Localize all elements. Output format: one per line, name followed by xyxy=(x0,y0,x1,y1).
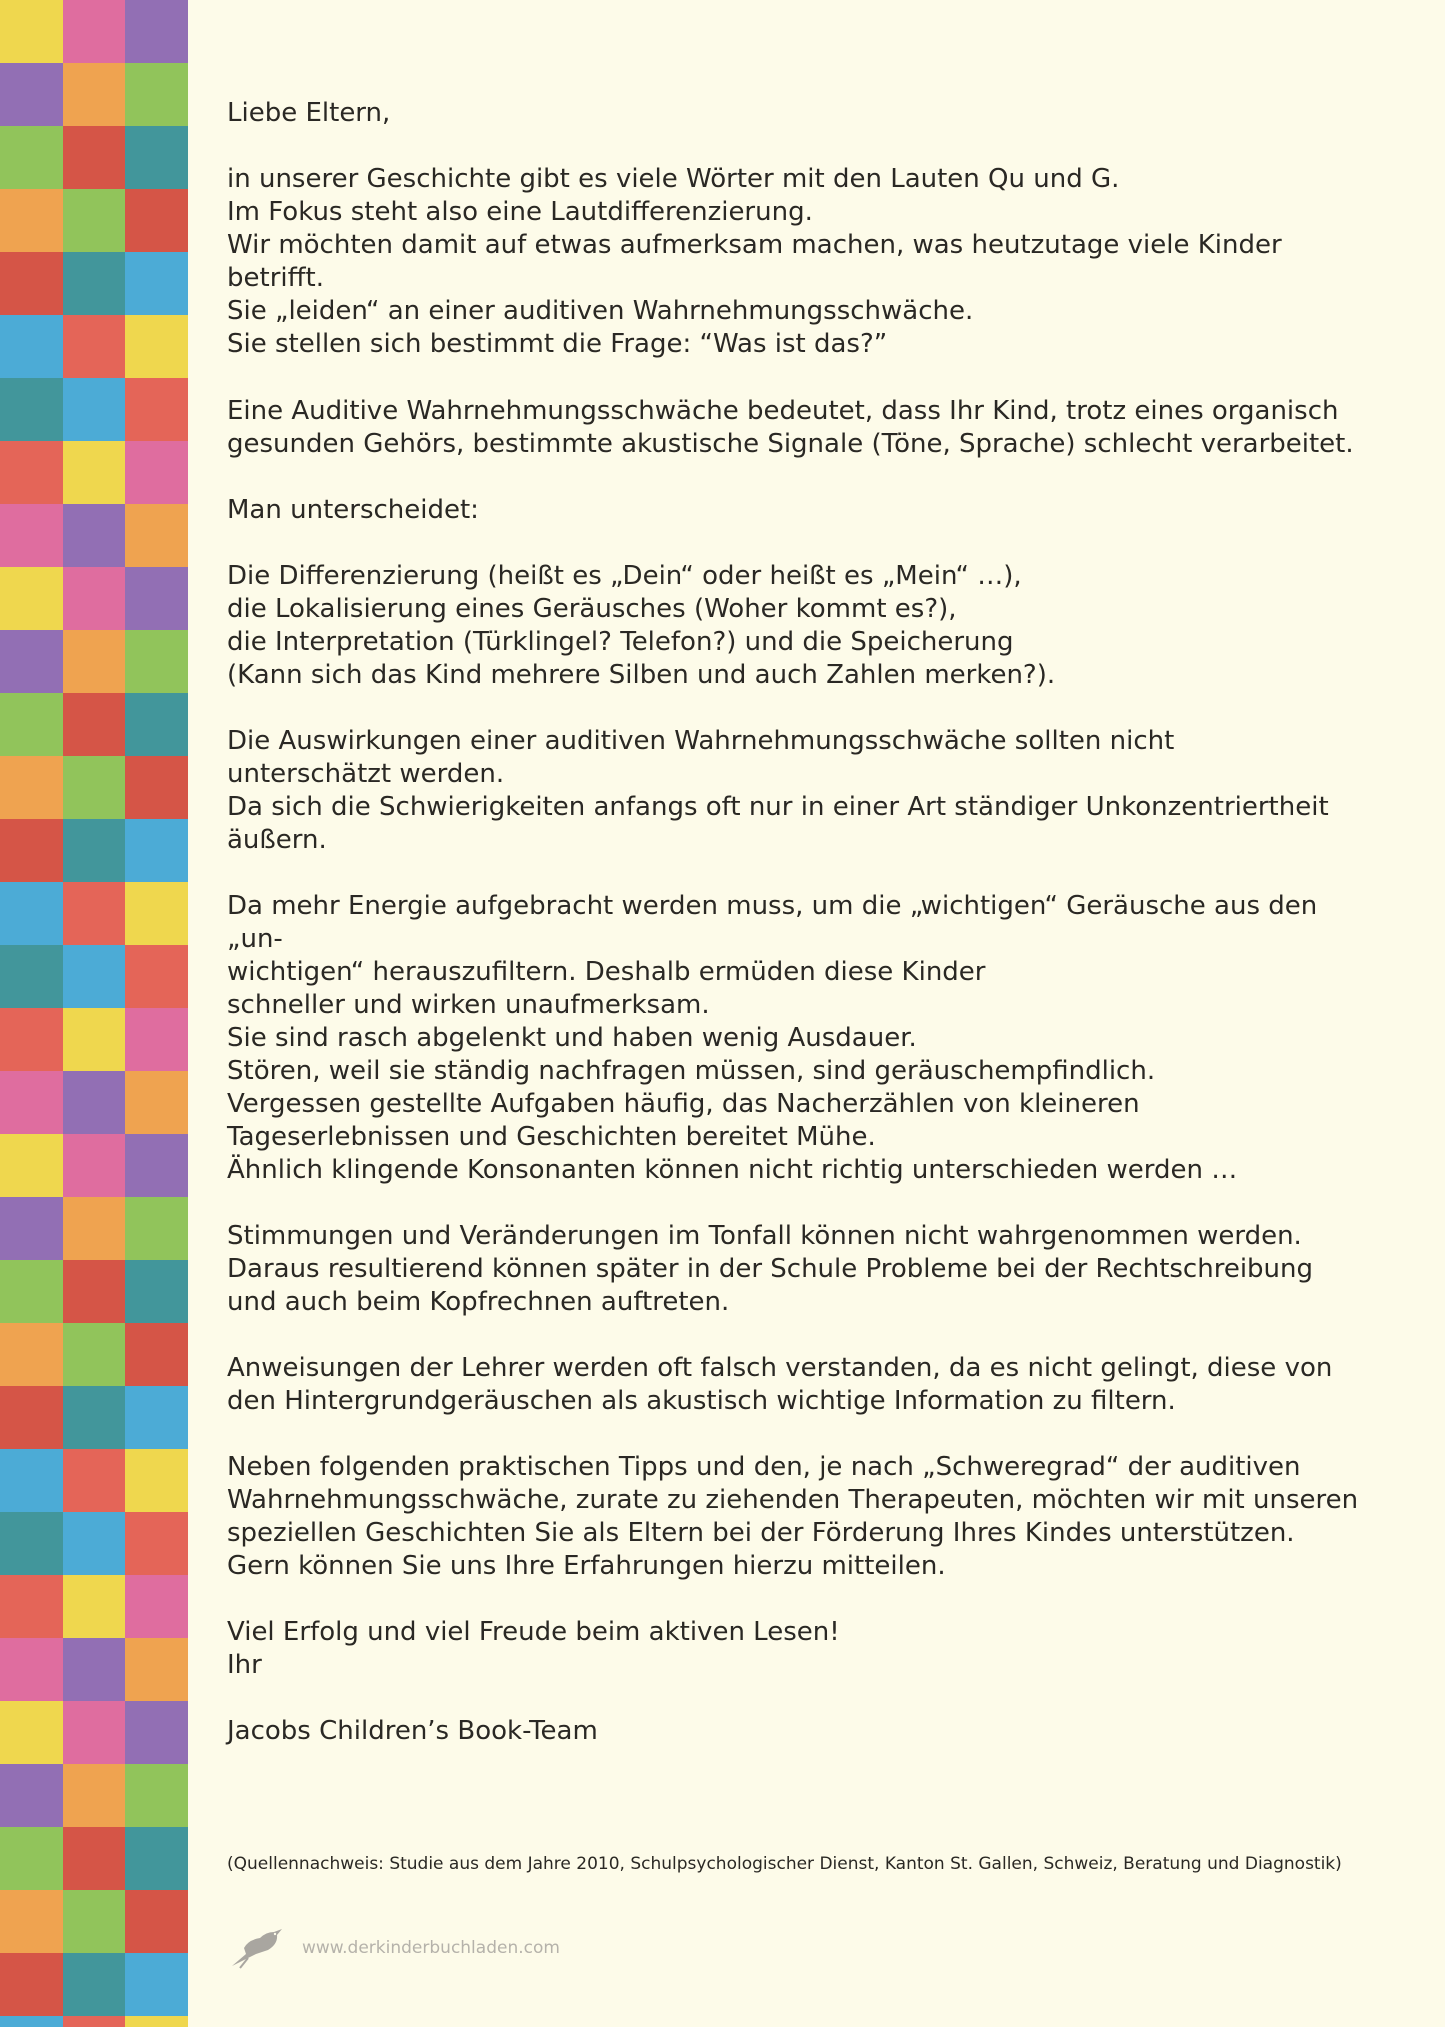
color-tile xyxy=(0,1008,63,1071)
color-tile xyxy=(63,1764,126,1827)
color-tile xyxy=(0,2016,63,2027)
color-tile xyxy=(63,378,126,441)
color-tile xyxy=(0,504,63,567)
color-tile xyxy=(63,1134,126,1197)
color-tile xyxy=(63,945,126,1008)
color-tile xyxy=(63,504,126,567)
color-tile xyxy=(63,1953,126,2016)
color-tile xyxy=(0,882,63,945)
color-tile xyxy=(63,252,126,315)
color-tile xyxy=(0,945,63,1008)
paragraph-distinction-heading: Man unterscheidet: xyxy=(227,495,479,525)
color-tile xyxy=(63,441,126,504)
color-tile xyxy=(0,1134,63,1197)
paragraph-suffering: Sie „leiden“ an einer auditiven Wahrnehmungsschwäche. Sie stellen sich bestimmt die Frage: “Was ist das?” xyxy=(227,296,974,359)
raven-icon xyxy=(226,1920,290,1976)
color-tile xyxy=(0,63,63,126)
salutation: Liebe Eltern, xyxy=(227,98,391,128)
color-tile xyxy=(0,756,63,819)
color-tile xyxy=(0,1512,63,1575)
color-tile xyxy=(0,1953,63,2016)
color-tile xyxy=(63,1323,126,1386)
color-tile xyxy=(0,441,63,504)
paragraph-instructions: Anweisungen der Lehrer werden oft falsch verstanden, da es nicht gelingt, diese von den Hintergrundgeräuschen als akustisch wichtige Information zu filtern. xyxy=(227,1353,1333,1416)
color-tile xyxy=(0,1764,63,1827)
color-tile xyxy=(125,1008,188,1071)
color-tile xyxy=(125,1134,188,1197)
paragraph-moods: Stimmungen und Veränderungen im Tonfall können nicht wahrgenommen werden. Daraus resultierend können später in der Schule Probleme bei der Rechtschreibung und auch beim Kopfrechnen auftreten. xyxy=(227,1221,1314,1317)
color-tile xyxy=(0,126,63,189)
color-tile xyxy=(125,126,188,189)
paragraph-intro: in unserer Geschichte gibt es viele Wörter mit den Lauten Qu und G. Im Fokus steht also eine Lautdifferenzierung. Wir möchten damit auf etwas aufmerksam machen, was heutzutage viele Kinder betrifft. xyxy=(227,164,1282,293)
color-tile xyxy=(125,1638,188,1701)
color-tile xyxy=(63,756,126,819)
paragraph-energy: Da mehr Energie aufgebracht werden muss, um die „wichtigen“ Geräusche aus den „un- wichtigen“ herauszufiltern. Deshalb ermüden diese Kinder schneller und wirken unaufmerksam. xyxy=(227,891,1318,1020)
color-tile xyxy=(125,756,188,819)
signature: Jacobs Children’s Book-Team xyxy=(227,1716,598,1746)
color-tile xyxy=(125,1071,188,1134)
color-tile xyxy=(125,945,188,1008)
color-tile xyxy=(125,1701,188,1764)
color-tile xyxy=(125,0,188,63)
color-tile xyxy=(0,1638,63,1701)
color-tile xyxy=(125,1575,188,1638)
color-tile xyxy=(63,693,126,756)
color-tile xyxy=(63,819,126,882)
paragraph-tips: Neben folgenden praktischen Tipps und den, je nach „Schweregrad“ der auditiven Wahrnehmungsschwäche, zurate zu ziehenden Therapeuten, möchten wir mit unseren speziellen Geschichten Sie als Eltern bei der Förderung Ihres Kindes unterstützen. Gern können Sie uns Ihre Erfahrungen hierzu mitteilen. xyxy=(227,1452,1359,1581)
color-tile xyxy=(125,693,188,756)
color-tile xyxy=(125,441,188,504)
website-url: www.derkinderbuchladen.com xyxy=(302,1938,560,1958)
color-tile xyxy=(125,1827,188,1890)
color-tile xyxy=(125,1260,188,1323)
color-tile xyxy=(0,1449,63,1512)
color-tile xyxy=(125,252,188,315)
color-tile xyxy=(63,1701,126,1764)
color-tile xyxy=(0,315,63,378)
paragraph-symptoms: Sie sind rasch abgelenkt und haben wenig Ausdauer. Stören, weil sie ständig nachfragen müssen, sind geräuschempfindlich. Vergessen gestellte Aufgaben häufig, das Nacherzählen von kleineren Tageserlebnissen und Geschichten bereitet Mühe. Ähnlich klingende Konsonanten können nicht richtig unterschieden werden … xyxy=(227,1023,1238,1185)
color-tile xyxy=(63,126,126,189)
color-tile xyxy=(0,1827,63,1890)
color-tile xyxy=(63,189,126,252)
paragraph-distinction-list: Die Differenzierung (heißt es „Dein“ oder heißt es „Mein“ …), die Lokalisierung eines Geräusches (Woher kommt es?), die Interpretation (Türklingel? Telefon?) und die Speicherung (Kann sich das Kind mehrere Silben und auch Zahlen merken?). xyxy=(227,561,1056,690)
color-tile xyxy=(63,1386,126,1449)
color-tile xyxy=(0,1386,63,1449)
color-tile xyxy=(63,1449,126,1512)
color-tile xyxy=(125,504,188,567)
color-tile xyxy=(125,315,188,378)
color-tile xyxy=(0,693,63,756)
color-tile xyxy=(0,189,63,252)
color-tile xyxy=(0,378,63,441)
color-tile xyxy=(0,1260,63,1323)
color-tile xyxy=(63,315,126,378)
color-tile xyxy=(0,1323,63,1386)
color-tile xyxy=(125,630,188,693)
color-tile xyxy=(125,1449,188,1512)
source-note: (Quellennachweis: Studie aus dem Jahre 2010, Schulpsychologischer Dienst, Kanton St. Gallen, Schweiz, Beratung und Diagnostik) xyxy=(227,1854,1342,1874)
color-tile xyxy=(0,1071,63,1134)
color-tile xyxy=(63,2016,126,2027)
color-tile xyxy=(63,1890,126,1953)
letter-body xyxy=(227,0,1377,2027)
color-tile xyxy=(63,1071,126,1134)
color-tile xyxy=(125,1953,188,2016)
footer xyxy=(226,1920,560,1976)
color-tile xyxy=(125,378,188,441)
color-tile xyxy=(125,1764,188,1827)
color-tile xyxy=(63,1575,126,1638)
color-tile xyxy=(0,1197,63,1260)
color-tile xyxy=(63,1008,126,1071)
color-tile xyxy=(63,567,126,630)
color-tile xyxy=(63,1197,126,1260)
color-tile xyxy=(63,1512,126,1575)
paragraph-closing: Viel Erfolg und viel Freude beim aktiven Lesen! Ihr xyxy=(227,1617,840,1680)
color-tile xyxy=(125,1512,188,1575)
color-tile xyxy=(0,1701,63,1764)
color-tile xyxy=(125,1386,188,1449)
color-tile xyxy=(63,882,126,945)
color-tile xyxy=(63,1638,126,1701)
color-tile xyxy=(63,1260,126,1323)
color-tile xyxy=(125,63,188,126)
color-tile xyxy=(125,1197,188,1260)
color-tile xyxy=(0,567,63,630)
color-tile xyxy=(0,0,63,63)
color-tile xyxy=(63,1827,126,1890)
color-tile xyxy=(125,1323,188,1386)
color-tile xyxy=(0,252,63,315)
color-tile xyxy=(125,882,188,945)
color-tile xyxy=(125,567,188,630)
color-tile xyxy=(0,1890,63,1953)
color-tile xyxy=(0,1575,63,1638)
color-tile xyxy=(0,819,63,882)
color-tile xyxy=(125,1890,188,1953)
color-tile xyxy=(63,630,126,693)
color-tile xyxy=(63,0,126,63)
paragraph-definition: Eine Auditive Wahrnehmungsschwäche bedeutet, dass Ihr Kind, trotz eines organisch gesunden Gehörs, bestimmte akustische Signale (Töne, Sprache) schlecht verarbeitet. xyxy=(227,396,1354,459)
color-tile xyxy=(0,630,63,693)
decorative-color-stripe xyxy=(0,0,188,2027)
color-tile xyxy=(63,63,126,126)
color-tile xyxy=(125,2016,188,2027)
color-tile xyxy=(125,819,188,882)
paragraph-effects: Die Auswirkungen einer auditiven Wahrnehmungsschwäche sollten nicht unterschätzt werden. Da sich die Schwierigkeiten anfangs oft nur in einer Art ständiger Unkonzentriertheit äußern. xyxy=(227,726,1329,855)
color-tile xyxy=(125,189,188,252)
